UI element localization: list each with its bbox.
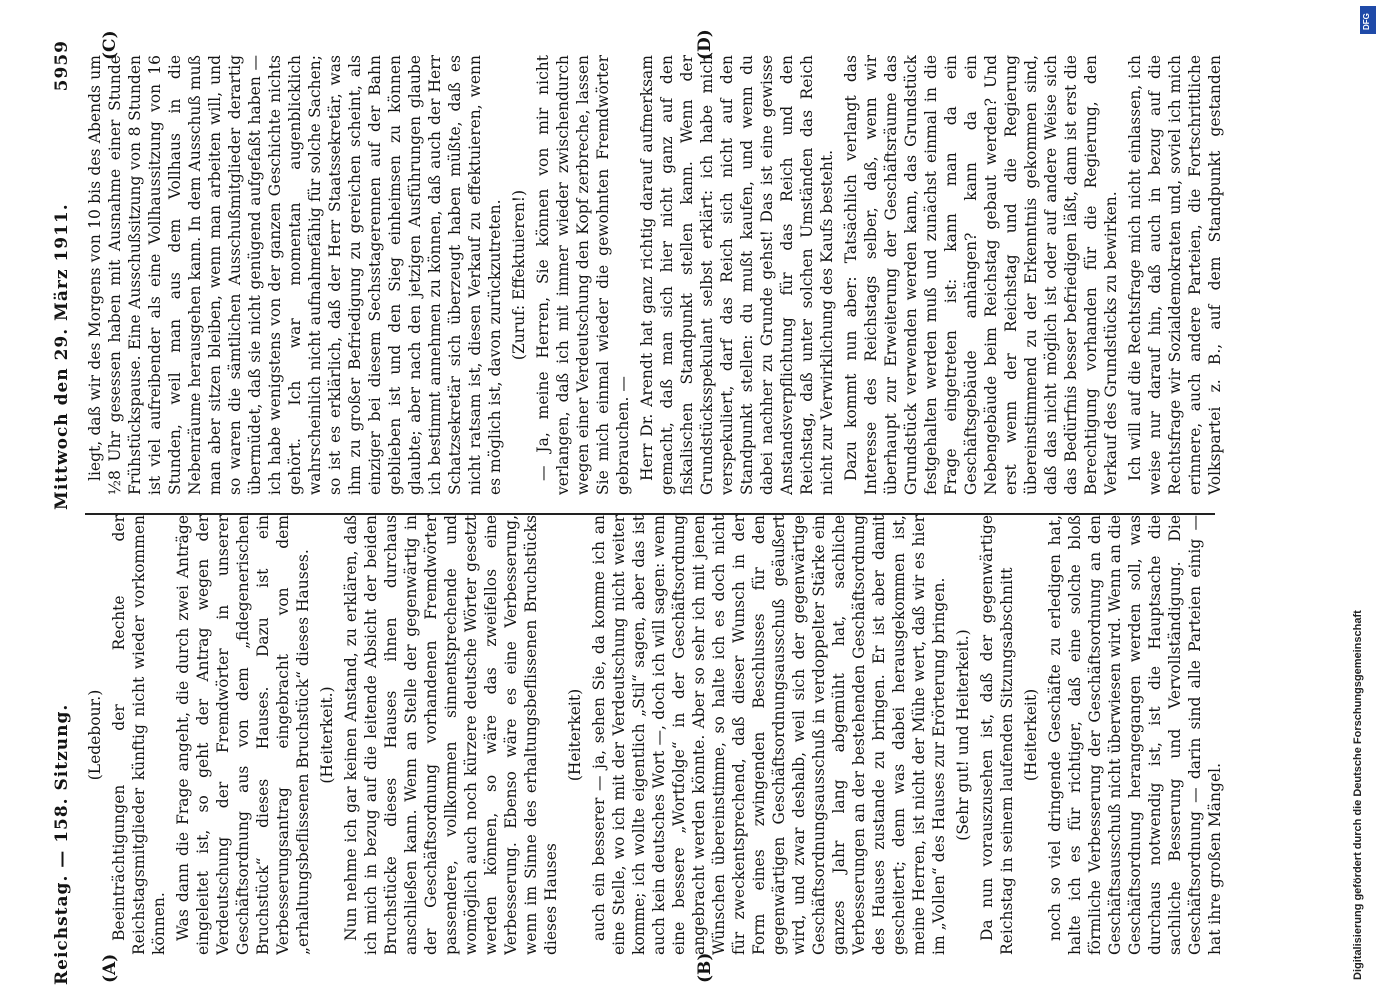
stage-direction: (Heiterkeit) bbox=[1022, 688, 1040, 782]
speaker-continuation: (Ledebour.) bbox=[86, 689, 104, 781]
margin-mark-a: (A) bbox=[100, 953, 120, 983]
margin-mark-c: (C) bbox=[100, 30, 120, 60]
dfg-logo: DFG bbox=[1360, 6, 1376, 34]
stage-direction: (Heiterkeit.) bbox=[318, 686, 336, 784]
paragraph: auch ein besserer — ja, sehen Sie, da komme ich an eine Stelle, wo ich mit der Verdeutschung nicht weiter komme; ich wollte eigentlich „Stil“ sagen, aber das ist auch kein deutsches Wort —, doch ich will sagen: wenn eine bessere „Wortfolge“ in der Geschäftsordnung angebracht werden könnte. Aber so sehr ich mit jenen Wünschen übereinstimme, so halte ich es doch nicht für zweckentsprechend, daß dieser Wunsch in der Form eines zwingenden Beschlusses für den gegenwärtigen Geschäftsordnungsausschuß geäußert wird, und zwar deshalb, weil sich der gegenwärtige Geschäftsordnungsausschuß in verdoppelter Stärke ein ganzes Jahr lang abgemüht hat, sachliche Verbesserungen an der bestehenden Geschäftsordnung des Hauses zustande zu bringen. Er ist aber damit gescheitert; denn was dabei herausgekommen ist, meine Herren, ist nicht der Mühe wert, daß wir es hier im „Vollen“ des Hauses zur Erörterung bringen. bbox=[590, 515, 948, 955]
paragraph: noch so viel dringende Geschäfte zu erledigen hat, halte ich es für richtiger, daß eine solche bloß förmliche Verbesserung der Geschäftsordnung an den Geschäftsausschuß nicht überwiesen wird. Wenn an die Geschäftsordnung herangegangen werden soll, was durchaus notwendig ist, ist die Hauptsache die sachliche Besserung und Vervollständigung. Die Geschäftsordnung — darin sind alle Parteien einig — hat ihre großen Mängel. bbox=[1046, 515, 1224, 955]
left-column bbox=[85, 515, 1225, 955]
paragraph: — Ja, meine Herren, Sie können von mir nicht verlangen, daß ich mit immer wieder zwischendurch wegen einer Verdeutschung den Kopf zerbreche, lassen Sie mich einmal wieder die gewohnten Fremdwörter gebrauchen. — bbox=[534, 55, 632, 495]
digitization-note bbox=[1352, 20, 1376, 980]
header-center: Mittwoch den 29. März 1911. bbox=[52, 203, 72, 510]
paragraph: Ich will auf die Rechtsfrage mich nicht einlassen, ich weise nur darauf hin, daß auch in bezug auf die Rechtsfrage wir Sozialdemokraten und, soviel ich mich erinnere, auch andere Parteien, die Fortschrittliche Volkspartei z. B., auf dem Standpunkt gestanden bbox=[1126, 55, 1224, 495]
margin-mark-b: (B) bbox=[695, 952, 715, 983]
digitization-note-text: Digitalisierung gefördert durch die Deutsche Forschungsgemeinschaft bbox=[1352, 610, 1364, 980]
paragraph: Was dann die Frage angeht, die durch zwei Anträge eingeleitet ist, so geht der Antrag wegen der Verdeutschung der Fremdwörter in unserer Geschäftsordnung aus von dem „fidegenerischen Bruchstück“ dieses Hauses. Dazu ist ein Verbesserungsantrag eingebracht von dem „erhaltungsbeflissenen Bruchstück“ dieses Hauses. bbox=[174, 515, 312, 955]
header-left: Reichstag. — 158. Sitzung. bbox=[52, 703, 72, 985]
paragraph: Nun nehme ich gar keinen Anstand, zu erklären, daß ich mich in bezug auf die leitende Absicht der beiden Bruchstücke dieses Hauses ihnen durchaus anschließen kann. Wenn an Stelle der gegenwärtig in der Geschäftsordnung vorhandenen Fremdwörter passendere, vollkommen sinnentsprechende und womöglich auch noch kürzere deutsche Wörter gesetzt werden können, so wäre das zweifellos eine Verbesserung. Ebenso wäre es eine Verbesserung, wenn im Sinne des erhaltungsbeflissenen Bruchstücks dieses Hauses bbox=[342, 515, 560, 955]
rotated-page bbox=[40, 29, 1360, 985]
right-column bbox=[85, 55, 1225, 495]
paragraph: liegt, daß wir des Morgens von 10 bis des Abends um ½8 Uhr gesessen haben mit Ausnahme einer Stunde Frühstückspause. Eine Ausschußsitzung von 8 Stunden ist viel aufreibender als eine Vollhaussitzung von 16 Stunden, weil man aus dem Vollhaus in die Nebenräume herausgehen kann. In dem Ausschuß muß man aber sitzen bleiben, wenn man arbeiten will, und so waren die sämtlichen Ausschußmitglieder derartig übermüdet, daß sie nicht genügend aufgefaßt haben — ich habe wenigstens von der ganzen Geschichte nichts gehört. Ich war momentan augenblicklich wahrscheinlich nicht aufnahmefähig für solche Sachen; so ist es erklärlich, daß der Herr Staatssekretär, was ihm zu großer Befriedigung zu gereichen scheint, als einziger bei diesem Sechsstagerennen auf der Bahn geblieben ist und den Sieg einheimsen zu können glaubte; aber nach den jetzigen Ausführungen glaube ich bestimmt annehmen zu können, daß auch der Herr Schatzsekretär sich überzeugt haben müßte, daß es nicht ratsam ist, diesen Verkauf zu effektuieren, wenn es möglich ist, davon zurückzutreten. bbox=[86, 55, 504, 495]
stage-direction: (Zuruf: Effektuieren!) bbox=[510, 189, 528, 361]
page-header bbox=[40, 35, 80, 985]
paragraph: Dazu kommt nun aber: Tatsächlich verlangt das Interesse des Reichstags selber, daß, wenn wir überhaupt zur Erweiterung der Geschäftsräume das Grundstück verwenden werden kann, das Grundstück festgehalten werden muß und zunächst einmal in die Frage eingetreten ist: kann man da ein Geschäftsgebäude anhängen? kann da ein Nebengebäude beim Reichstag gebaut werden? Und erst wenn der Reichstag und die Regierung übereinstimmend zu der Erkenntnis gekommen sind, daß das nicht möglich ist oder auf andere Weise sich das Bedürfnis besser befriedigen läßt, dann ist erst die Berechtigung vorhanden für die Regierung, den Verkauf des Grundstücks zu bewirken. bbox=[842, 55, 1120, 495]
margin-mark-d: (D) bbox=[695, 29, 715, 60]
paragraph: Herr Dr. Arendt hat ganz richtig darauf aufmerksam gemacht, daß man sich hier nicht ganz auf den fiskalischen Standpunkt stellen kann. Wenn der Grundstücksspekulant selbst erklärt: ich habe mich verspekuliert, darf das Reich sich nicht auf den Standpunkt stellen: du mußt kaufen, und wenn du dabei nachher zu Grunde gehst! Das ist eine gewisse Anstandsverpflichtung für das Reich und den Reichstag, daß unter solchen Umständen das Reich nicht zur Verwirklichung des Kaufs besteht. bbox=[638, 55, 836, 495]
page-number: 5959 bbox=[52, 40, 72, 92]
stage-direction: (Sehr gut! und Heiterkeit.) bbox=[954, 629, 972, 841]
paragraph: Beeinträchtigungen der Rechte der Reichstagsmitglieder künftig nicht wieder vorkommen können. bbox=[110, 515, 168, 955]
stage-direction: (Heiterkeit) bbox=[566, 688, 584, 782]
paragraph: Da nun vorauszusehen ist, daß der gegenwärtige Reichstag in seinem laufenden Sitzungsabschnitt bbox=[978, 515, 1016, 955]
column-divider bbox=[85, 513, 1215, 515]
